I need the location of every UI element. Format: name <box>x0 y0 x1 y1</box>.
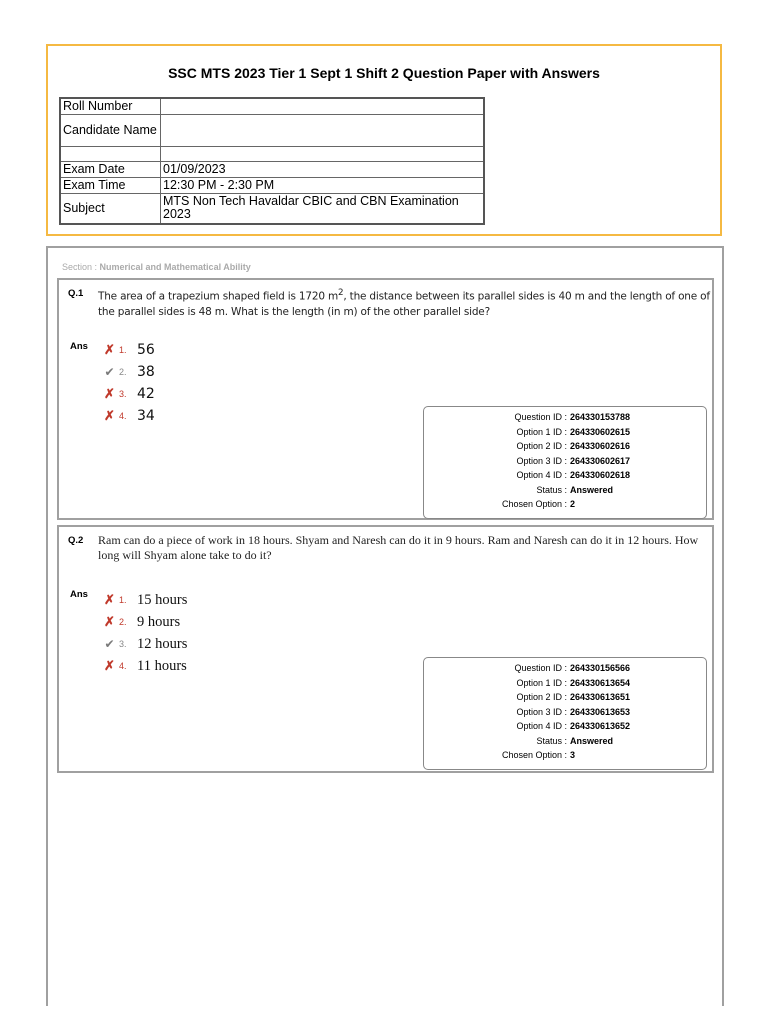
info-label: Exam Date <box>60 161 161 177</box>
question-text-part: The area of a trapezium shaped field is 1720 m <box>98 290 338 303</box>
meta-key: Option 1 ID : <box>516 677 567 688</box>
option-text: 12 hours <box>137 635 188 652</box>
meta-value: 264330613654 <box>570 677 631 688</box>
meta-value: 2 <box>570 499 576 509</box>
meta-key: Option 3 ID : <box>516 455 567 466</box>
meta-key: Option 1 ID : <box>516 426 567 437</box>
info-value: 12:30 PM - 2:30 PM <box>161 177 485 193</box>
info-row <box>60 146 484 161</box>
option-number: 1. <box>119 595 127 605</box>
info-row <box>60 161 484 177</box>
meta-row <box>424 410 706 425</box>
meta-value: 264330613652 <box>570 721 631 731</box>
meta-row <box>424 468 706 483</box>
info-value <box>161 114 485 146</box>
meta-value: Answered <box>570 484 614 495</box>
question-text <box>98 286 710 320</box>
options-list <box>102 589 187 677</box>
option-number: 1. <box>119 345 127 355</box>
meta-value: 264330156566 <box>570 663 631 673</box>
meta-value: 264330613653 <box>570 706 631 717</box>
meta-value: 264330602616 <box>570 441 631 451</box>
question-text-part: , the distance between its parallel sides is 40 m and the length of one of the parallel sides is 48 m. What is the length (in m) of the other parallel side? <box>98 290 710 318</box>
option-text: 9 hours <box>137 613 181 630</box>
meta-key: Option 4 ID : <box>516 470 567 480</box>
section-name: Numerical and Mathematical Ability <box>99 262 251 272</box>
option-item <box>102 633 187 655</box>
info-row <box>60 177 484 193</box>
meta-row <box>424 439 706 454</box>
info-row <box>60 193 484 224</box>
info-value <box>161 146 485 161</box>
cross-mark-icon: ✗ <box>104 592 115 607</box>
option-number: 3. <box>119 639 127 649</box>
superscript: 2 <box>338 288 344 298</box>
meta-row <box>424 748 706 763</box>
option-number: 2. <box>119 617 127 627</box>
check-mark-icon: ✔ <box>104 365 115 379</box>
meta-key: Option 4 ID : <box>516 721 567 731</box>
cross-mark-icon: ✗ <box>104 342 115 357</box>
options-list <box>102 339 155 427</box>
question-meta-box <box>423 657 707 770</box>
info-row <box>60 98 484 114</box>
answer-label: Ans <box>70 589 88 600</box>
option-number: 4. <box>119 661 127 671</box>
meta-row <box>424 497 706 512</box>
question-number: Q.1 <box>68 288 84 299</box>
meta-row <box>424 705 706 720</box>
meta-row <box>424 719 706 734</box>
meta-value: 264330602618 <box>570 470 631 480</box>
option-item <box>102 339 155 361</box>
meta-row <box>424 661 706 676</box>
option-text: 56 <box>137 342 155 358</box>
option-text: 15 hours <box>137 591 188 608</box>
meta-key: Chosen Option : <box>501 499 567 509</box>
info-label: Candidate Name <box>60 114 161 146</box>
info-value: MTS Non Tech Havaldar CBIC and CBN Examination 2023 <box>161 193 485 224</box>
meta-value: 264330153788 <box>570 412 631 422</box>
meta-value: Answered <box>570 735 614 746</box>
option-number: 3. <box>119 389 127 399</box>
option-text: 42 <box>137 386 155 402</box>
question-meta-box <box>423 406 707 519</box>
option-text: 11 hours <box>137 657 187 674</box>
meta-key: Status : <box>536 484 567 495</box>
cross-mark-icon: ✗ <box>104 408 115 423</box>
question-section <box>46 246 724 1006</box>
meta-value: 264330602615 <box>570 426 631 437</box>
option-item <box>102 383 155 405</box>
question-number: Q.2 <box>68 535 84 546</box>
meta-value: 264330613651 <box>570 692 631 702</box>
cross-mark-icon: ✗ <box>104 658 115 673</box>
option-number: 4. <box>119 411 127 421</box>
question-card-2 <box>57 525 714 773</box>
meta-key: Question ID : <box>514 663 567 673</box>
info-row <box>60 114 484 146</box>
meta-value: 3 <box>570 750 576 760</box>
option-number: 2. <box>119 367 127 377</box>
info-label: Roll Number <box>60 98 161 114</box>
meta-key: Chosen Option : <box>501 750 567 760</box>
meta-row <box>424 483 706 498</box>
meta-key: Status : <box>536 735 567 746</box>
meta-row <box>424 454 706 469</box>
meta-key: Option 3 ID : <box>516 706 567 717</box>
option-item <box>102 655 187 677</box>
meta-key: Option 2 ID : <box>516 692 567 702</box>
meta-row <box>424 676 706 691</box>
option-item <box>102 361 155 383</box>
option-item <box>102 589 187 611</box>
cross-mark-icon: ✗ <box>104 386 115 401</box>
question-text: Ram can do a piece of work in 18 hours. Shyam and Naresh can do it in 9 hours. Ram and Naresh can do it in 12 hours. How long will Shyam alone take to do it? <box>98 533 699 562</box>
meta-key: Question ID : <box>514 412 567 422</box>
option-text: 34 <box>137 408 155 424</box>
meta-row <box>424 425 706 440</box>
section-prefix: Section : <box>62 262 100 272</box>
option-text: 38 <box>137 364 155 380</box>
info-label: Exam Time <box>60 177 161 193</box>
info-label: Subject <box>60 193 161 224</box>
option-item <box>102 611 187 633</box>
meta-key: Option 2 ID : <box>516 441 567 451</box>
answer-label: Ans <box>70 341 88 352</box>
question-card-1 <box>57 278 714 520</box>
info-value <box>161 98 485 114</box>
info-value: 01/09/2023 <box>161 161 485 177</box>
cross-mark-icon: ✗ <box>104 614 115 629</box>
section-label <box>62 262 251 272</box>
check-mark-icon: ✔ <box>104 637 115 651</box>
meta-row <box>424 734 706 749</box>
paper-header <box>46 44 722 236</box>
candidate-info-table <box>59 97 485 225</box>
info-label <box>60 146 161 161</box>
meta-value: 264330602617 <box>570 455 631 466</box>
option-item <box>102 405 155 427</box>
paper-title: SSC MTS 2023 Tier 1 Sept 1 Shift 2 Question Paper with Answers <box>168 65 600 81</box>
meta-row <box>424 690 706 705</box>
